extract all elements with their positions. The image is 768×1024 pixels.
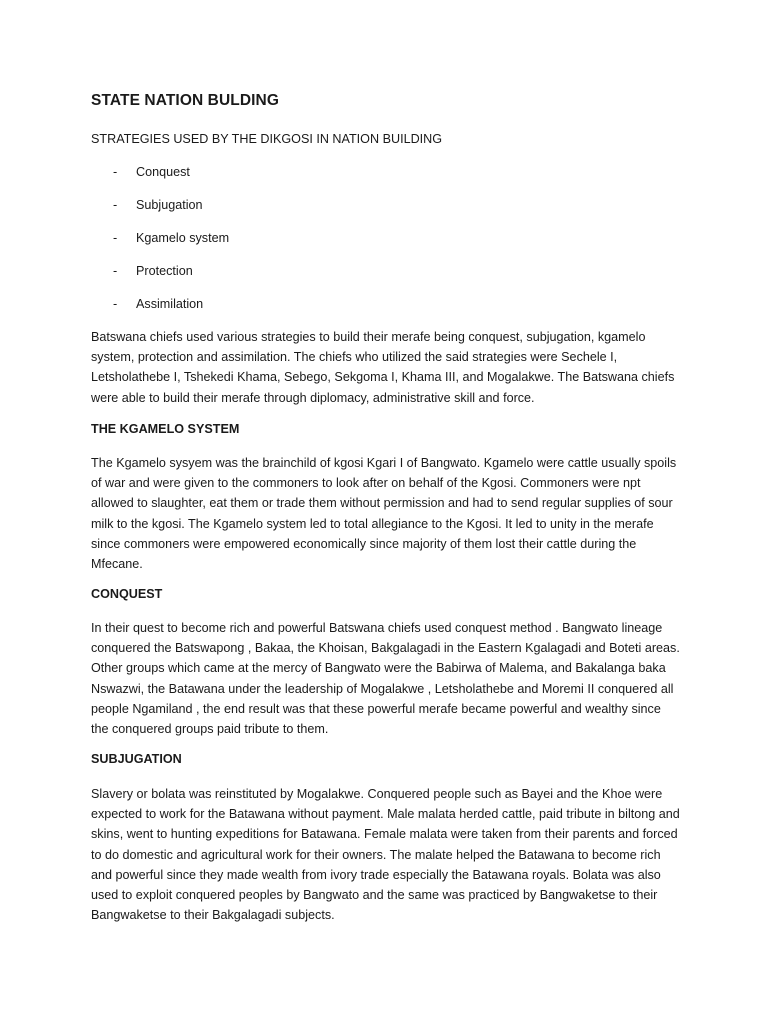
list-item-text: Assimilation xyxy=(136,297,204,311)
section-heading-kgamelo: THE KGAMELO SYSTEM xyxy=(91,422,240,436)
list-bullet: - xyxy=(113,198,118,212)
section-heading-conquest: CONQUEST xyxy=(91,587,163,601)
section-body-subjugation: Slavery or bolata was reinstituted by Mogalakwe. Conquered people such as Bayei and the Khoe were expected to work for the Batawana without payment. Male malata herded cattle, paid tribute in biltong and skins, went to hunting expeditions for Batawana. Female malata were taken from their parents and forced to do domestic and agricultural work for their owners. The malate helped the Batawana to become rich and powerful since they made wealth from ivory trade especially the Batawana royals. Bolata was also used to exploit conquered peoples by Bangwato and the same was practiced by Bangwaketse to their Bangwaketse to their Bakgalagadi subjects. xyxy=(91,787,680,923)
section-body-kgamelo: The Kgamelo sysyem was the brainchild of kgosi Kgari I of Bangwato. Kgamelo were cattle usually spoils of war and were given to the commoners to look after on behalf of the Kgosi. Commoners were npt allowed to slaughter, eat them or trade them without permission and had to send regular supplies of sour milk to the kgosi. The Kgamelo system led to total allegiance to the Kgosi. It led to unity in the merafe since commoners were empowered economically since majority of them lost their cattle during the Mfecane. xyxy=(91,456,677,572)
document-title: STATE NATION BULDING xyxy=(91,92,279,109)
intro-paragraph: Batswana chiefs used various strategies to build their merafe being conquest, subjugation, kgamelo system, protection and assimilation. The chiefs who utilized the said strategies were Sechele I, Letsholathebe I, Tshekedi Khama, Sebego, Sekgoma I, Khama III, and Mogalakwe. The Batswana chiefs were able to build their merafe through diplomacy, administrative skill and force. xyxy=(91,330,675,405)
document-subtitle: STRATEGIES USED BY THE DIKGOSI IN NATION BUILDING xyxy=(91,132,443,146)
list-bullet: - xyxy=(113,165,118,179)
list-item-text: Protection xyxy=(136,264,193,278)
list-item-text: Subjugation xyxy=(136,198,203,212)
list-bullet: - xyxy=(113,231,118,245)
list-bullet: - xyxy=(113,297,118,311)
list-bullet: - xyxy=(113,264,118,278)
list-item-text: Kgamelo system xyxy=(136,231,230,245)
list-item-text: Conquest xyxy=(136,165,190,179)
section-heading-subjugation: SUBJUGATION xyxy=(91,752,182,766)
section-body-conquest: In their quest to become rich and powerful Batswana chiefs used conquest method . Bangwato lineage conquered the Batswapong , Bakaa, the Khoisan, Bakgalagadi in the Eastern Kgalagadi and Boteti areas. Other groups which came at the mercy of Bangwato were the Babirwa of Malema, and Bakalanga baka Nswazwi, the Batawana under the leadership of Mogalakwe , Letsholathebe and Moremi II conquered all people Ngamiland , the end result was that these powerful merafe became powerful and wealthy since the conquered groups paid tribute to them. xyxy=(91,621,680,737)
